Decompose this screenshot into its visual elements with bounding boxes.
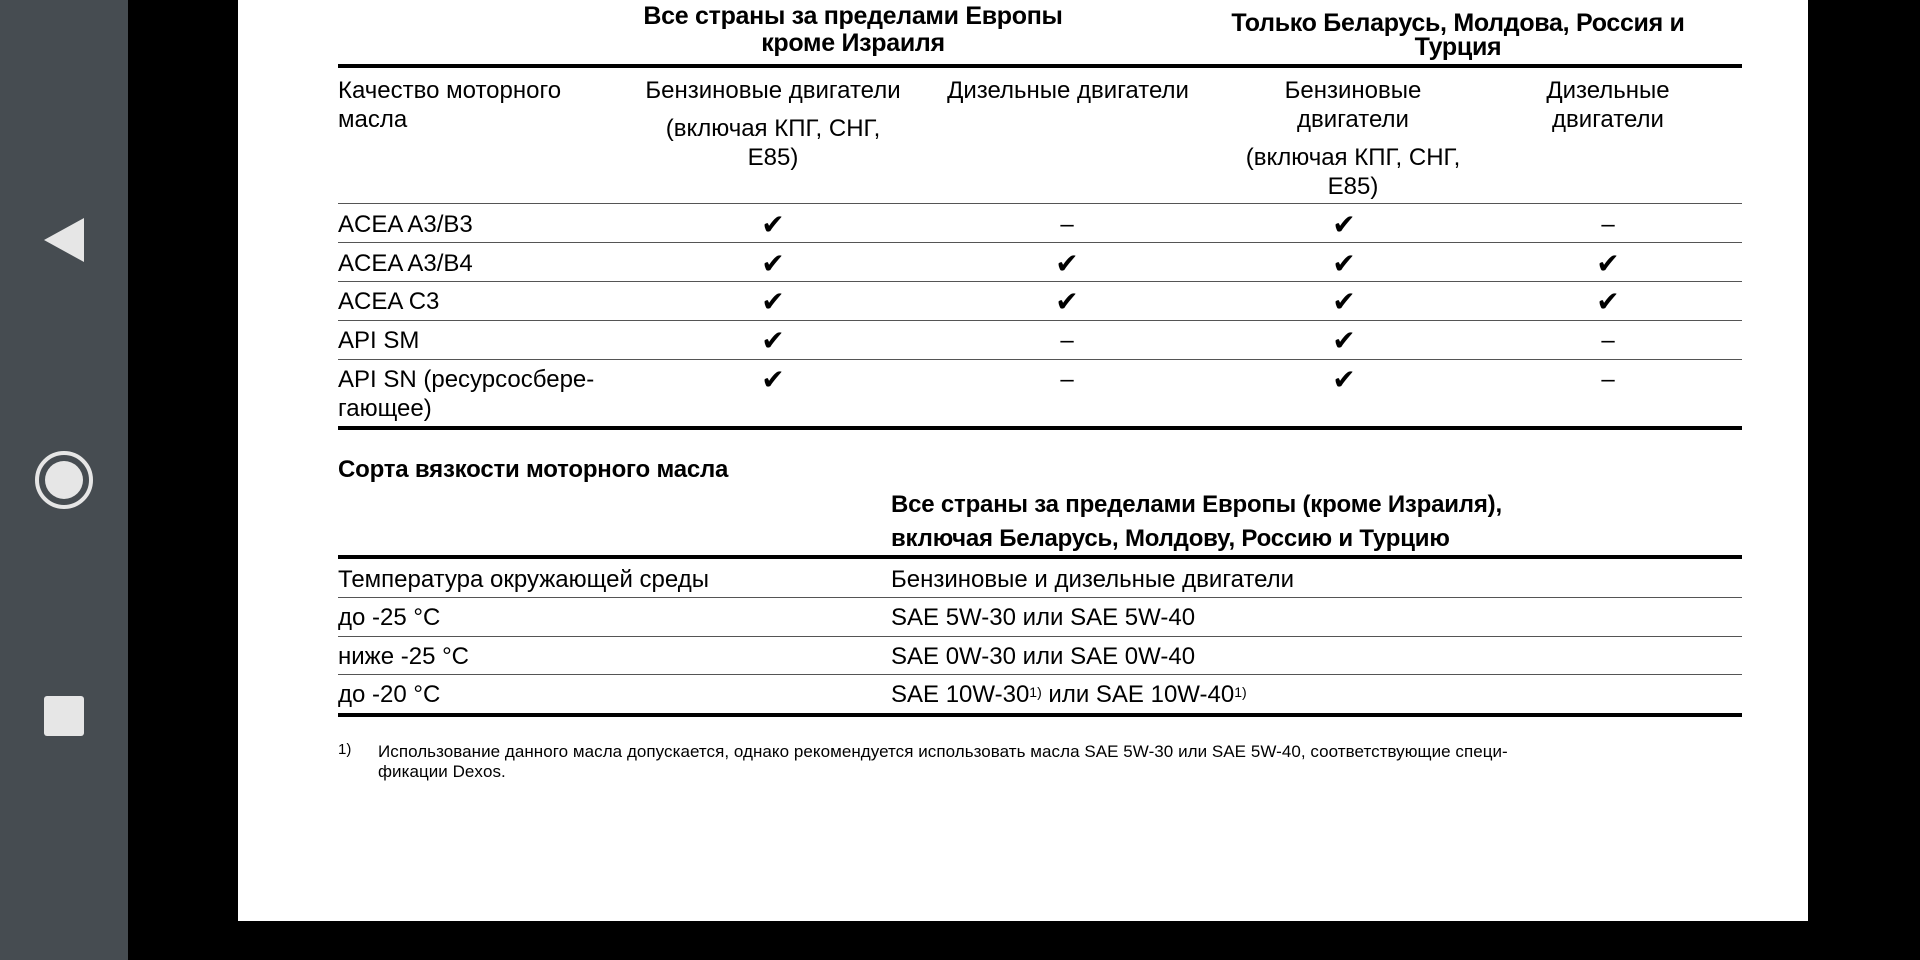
row-rule [338,359,1742,360]
header-line: Дизельные [1546,77,1670,104]
row-label: ACEA A3/B4 [338,250,473,277]
row-rule [338,281,1742,282]
row-rule [338,320,1742,321]
column-header-b-diesel [1508,76,1708,134]
column-header-engines: Бензиновые и дизельные двигатели [891,566,1295,593]
check-icon: ✔ [1055,248,1079,279]
temperature-value: до -20 °C [338,681,441,708]
group-header-line: Турция [1414,33,1502,61]
check-icon: ✔ [1332,325,1356,356]
group-header-belarus-russia [1188,10,1728,61]
column-header-a-diesel [923,76,1213,105]
viscosity-value: SAE 0W-30 или SAE 0W-40 [891,643,1196,670]
check-icon: ✔ [1596,286,1620,317]
row-label: ACEA A3/B3 [338,211,473,238]
header-line: E85) [1327,173,1379,200]
table-row [338,210,1742,240]
group-header-line: Все страны за пределами Европы (кроме Израиля), [891,491,1502,518]
document-page[interactable] [238,0,1808,921]
check-icon: ✔ [1332,364,1356,395]
check-icon: ✔ [761,248,785,279]
table2-group-header [891,488,1742,556]
dash-value: – [1060,327,1074,354]
footnote-ref: 1) [1029,684,1042,700]
row-label: API SM [338,327,420,354]
header-line: Бензиновые двигатели [645,77,901,104]
table-row [338,287,1742,317]
table-row [338,249,1742,279]
group-header-line: Только Беларусь, Молдова, Россия и [1231,9,1685,37]
table1-top-rule [338,64,1742,68]
temperature-value: ниже -25 °C [338,643,470,670]
row-label-line: гающее) [338,395,432,422]
check-icon: ✔ [1332,286,1356,317]
footnote-line: Использование данного масла допускается, однако рекомендуется использовать масла SAE 5W-30 или SAE 5W-40, соответствующие специ- [378,742,1508,761]
dash-value: – [1601,366,1615,393]
group-header-outside-europe [608,3,1098,57]
column-header-quality [338,76,618,134]
back-icon [42,216,86,264]
header-line: Дизельные двигатели [947,77,1189,104]
column-header-a-petrol [628,76,918,172]
footnote-ref: 1) [1234,684,1247,700]
viscosity-value [891,680,1247,709]
row-label-line: API SN (ресурсосбере- [338,366,595,393]
column-header-b-petrol [1208,76,1498,201]
row-rule [338,636,1742,637]
check-icon: ✔ [761,286,785,317]
table-row [338,365,1742,425]
footnote-mark: 1) [338,741,352,758]
recents-button[interactable] [24,676,104,756]
back-button[interactable] [24,200,104,280]
viscosity-part: SAE 10W-30 [891,681,1030,708]
footnote-text [378,742,1742,782]
column-header-temperature: Температура окружающей среды [338,566,709,593]
row-rule [338,674,1742,675]
check-icon: ✔ [1332,209,1356,240]
header-line: двигатели [1297,106,1409,133]
dash-value: – [1060,211,1074,238]
row-rule [338,242,1742,243]
header-line: Бензиновые [1284,77,1422,104]
row-label [338,365,594,423]
group-header-line: Все страны за пределами Европы [643,2,1063,30]
check-icon: ✔ [761,364,785,395]
group-header-line: включая Беларусь, Молдову, Россию и Турцию [891,525,1450,552]
navigation-bar [0,0,128,960]
footnote-line: фикации Dexos. [378,762,506,781]
home-icon [33,449,95,511]
home-button[interactable] [24,440,104,520]
check-icon: ✔ [1596,248,1620,279]
viscosity-value: SAE 5W-30 или SAE 5W-40 [891,604,1196,631]
header-line: E85) [747,144,799,171]
dash-value: – [1601,327,1615,354]
check-icon: ✔ [1332,248,1356,279]
header-line: двигатели [1552,106,1664,133]
table-row [338,326,1742,356]
temperature-value: до -25 °C [338,604,441,631]
viscosity-part: или SAE 10W-40 [1041,681,1235,708]
table1-bottom-rule [338,426,1742,430]
table2-top-rule [338,555,1742,559]
dash-value: – [1601,211,1615,238]
header-line: (включая КПГ, СНГ, [1245,144,1461,171]
dash-value: – [1060,366,1074,393]
group-header-line: кроме Израиля [761,29,945,57]
row-label: ACEA C3 [338,288,440,315]
header-line: Качество моторного [338,77,562,104]
header-line: (включая КПГ, СНГ, [665,115,881,142]
check-icon: ✔ [761,209,785,240]
table2-bottom-rule [338,713,1742,717]
check-icon: ✔ [1055,286,1079,317]
table1-header-rule [338,203,1742,204]
recents-icon [42,694,86,738]
header-line: масла [338,106,408,133]
check-icon: ✔ [761,325,785,356]
table2-header-rule [338,597,1742,598]
section-title: Сорта вязкости моторного масла [338,456,729,483]
